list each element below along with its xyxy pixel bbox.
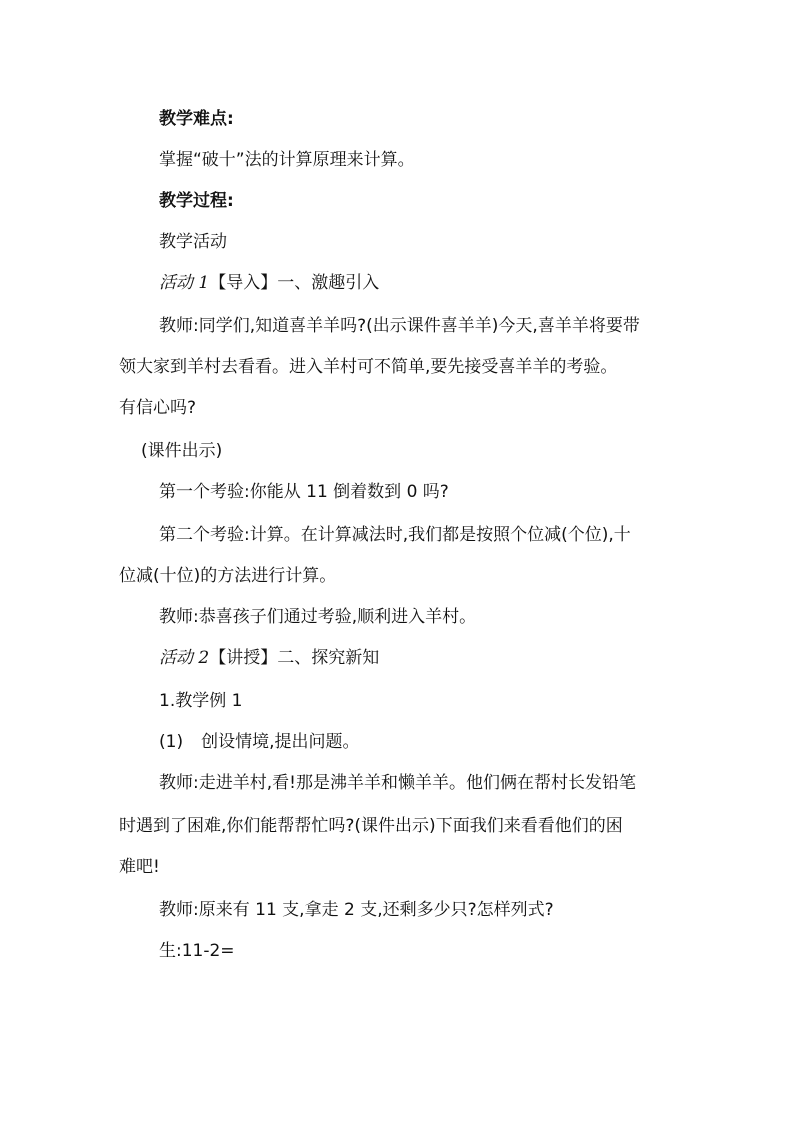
test2-line2: 位减(十位)的方法进行计算。 [119, 566, 337, 586]
test1-text: 第一个考验:你能从 11 倒着数到 0 吗? [159, 482, 449, 502]
congrats-text: 教师:恭喜孩子们通过考验,顺利进入羊村。 [159, 607, 477, 627]
step1-line [159, 731, 360, 753]
activity2-heading [159, 647, 379, 669]
para1-line1: 教师:同学们,知道喜羊羊吗?(出示课件喜羊羊)今天,喜羊羊将要带 [159, 316, 640, 336]
activity1-label: 活动 1 [159, 273, 210, 293]
activity2-label: 活动 2 [159, 648, 210, 668]
test2-line1: 第二个考验:计算。在计算减法时,我们都是按照个位减(个位),十 [159, 525, 631, 545]
para2-line1: 教师:走进羊村,看!那是沸羊羊和懒羊羊。他们俩在帮村长发铅笔 [159, 773, 636, 793]
student-answer: 生:11-2= [159, 941, 235, 961]
activity1-title: 【导入】一、激趣引入 [209, 273, 380, 293]
example-heading: 1.教学例 1 [159, 691, 243, 711]
para2-line3: 难吧! [119, 857, 160, 877]
step1-number: (1) [159, 732, 184, 752]
para1-line2: 领大家到羊村去看看。进入羊村可不简单,要先接受喜羊羊的考验。 [119, 357, 618, 377]
activity2-title: 【讲授】二、探究新知 [209, 648, 380, 668]
step1-text: 创设情境,提出问题。 [201, 732, 360, 752]
process-heading: 教学过程: [159, 191, 234, 211]
courseware-show: (课件出示) [141, 441, 223, 461]
para1-line3: 有信心吗? [119, 398, 197, 418]
difficulty-heading: 教学难点: [159, 109, 234, 129]
activity1-heading [159, 272, 379, 294]
difficulty-text: 掌握“破十”法的计算原理来计算。 [159, 150, 415, 170]
para2-line2: 时遇到了困难,你们能帮帮忙吗?(课件出示)下面我们来看看他们的困 [119, 816, 623, 836]
question-text: 教师:原来有 11 支,拿走 2 支,还剩多少只?怎样列式? [159, 900, 554, 920]
activities-heading: 教学活动 [159, 232, 227, 252]
